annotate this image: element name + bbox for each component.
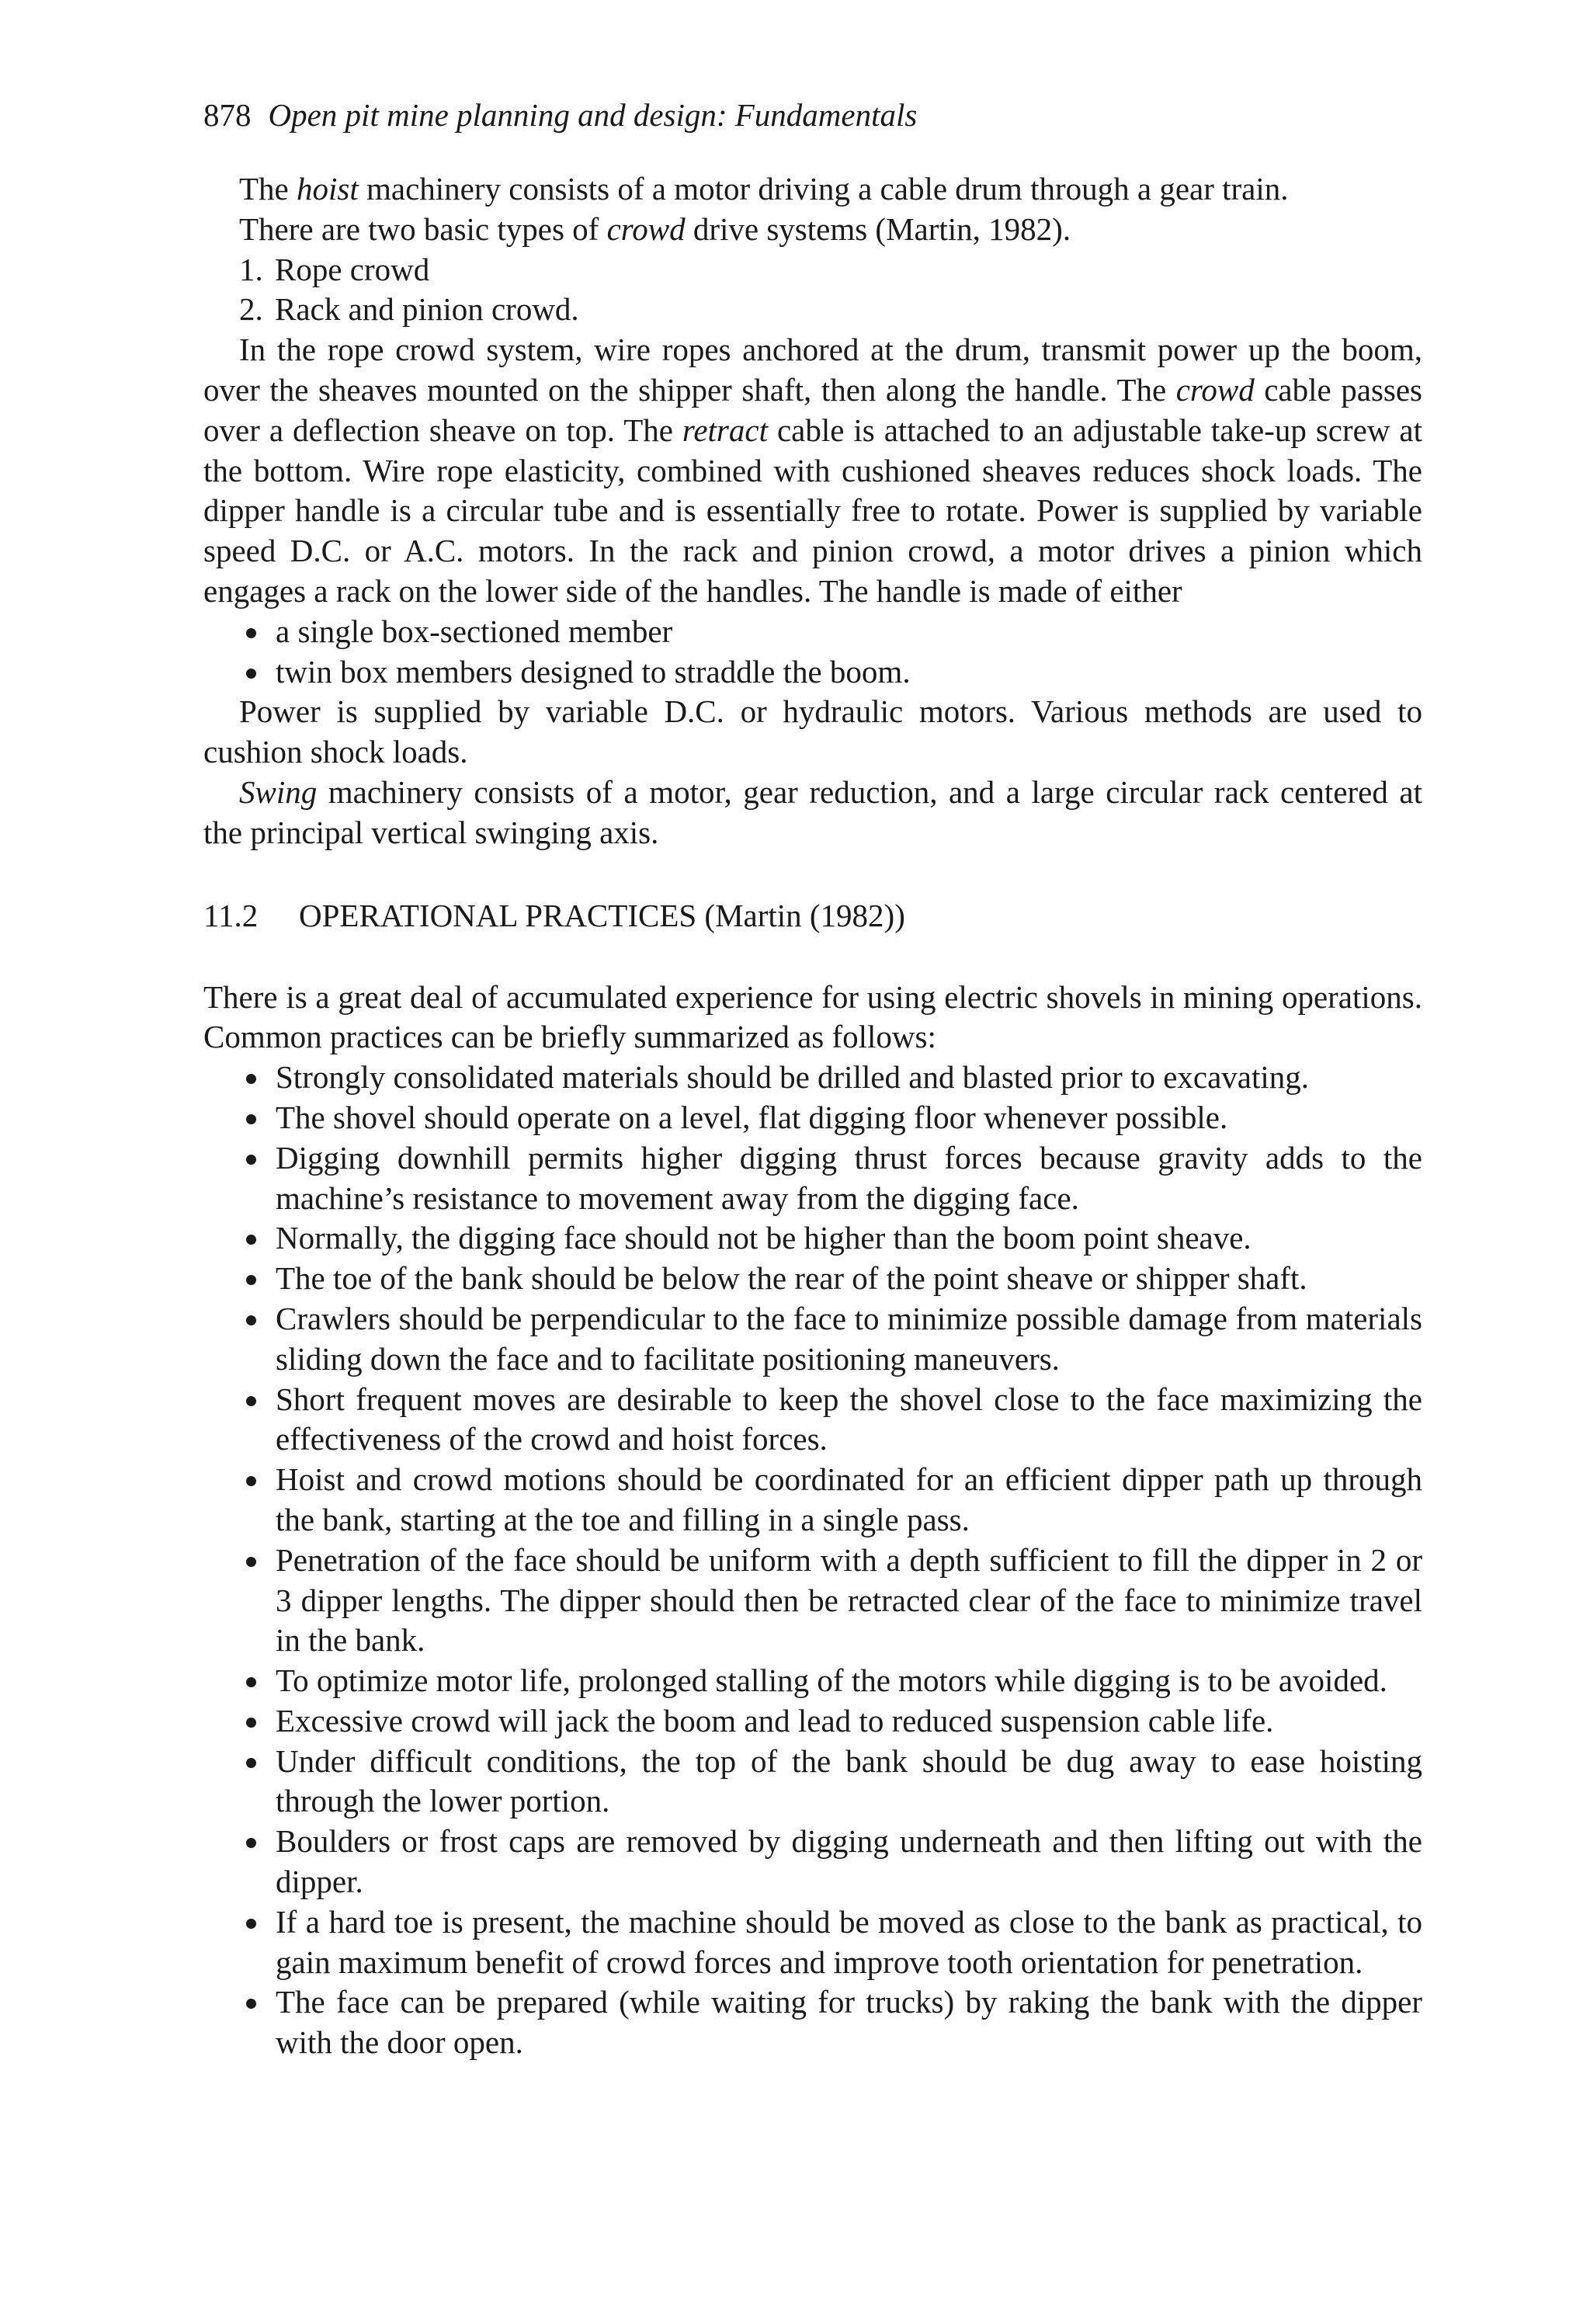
list-item-text: Rack and pinion crowd. — [275, 291, 579, 328]
swing-text: machinery consists of a motor, gear reduction, and a large circular rack centered at the principal vertical swinging axis. — [203, 773, 1422, 850]
hoist-text-post: machinery consists of a motor driving a cable drum through a gear train. — [358, 171, 1289, 207]
list-number: 2. — [239, 291, 263, 328]
bullet-item: Under difficult conditions, the top of the bank should be dug away to ease hoisting through the lower portion. — [203, 1742, 1422, 1822]
running-head — [203, 92, 917, 138]
bullet-item: Hoist and crowd motions should be coordinated for an efficient dipper path up through the bank, starting at the toe and filling in a single pass. — [203, 1460, 1422, 1541]
bullet-item: Excessive crowd will jack the boom and lead to reduced suspension cable life. — [203, 1701, 1422, 1742]
list-item — [203, 290, 1422, 330]
list-number: 1. — [239, 251, 263, 287]
body-text — [203, 169, 1422, 2063]
section-heading — [203, 895, 1422, 936]
bullet-item: Strongly consolidated materials should be drilled and blasted prior to excavating. — [203, 1058, 1422, 1098]
rope-crowd-paragraph — [203, 330, 1422, 612]
crowd-types-paragraph — [203, 210, 1422, 250]
crowd-types-term: crowd — [606, 210, 686, 247]
bullet-item: twin box members designed to straddle the boom. — [203, 652, 1422, 693]
list-item-text: Rope crowd — [275, 251, 430, 287]
rope-crowd-text-mid: cable passes over a deflection sheave on top. The — [203, 371, 1423, 448]
power-paragraph: Power is supplied by variable D.C. or hydraulic motors. Various methods are used to cushion shock loads. — [203, 693, 1422, 770]
rope-crowd-text-post: cable is attached to an adjustable take-up screw at the bottom. Wire rope elasticity, combined with cushioned sheaves reduces shock loads. The dipper handle is a circular tube and is essentially free to rotate. Power is supplied by variable speed D.C. or A.C. motors. In the rack and pinion crowd, a motor drives a pinion which engages a rack on the lower side of the handles. The handle is made of either — [203, 412, 1422, 609]
crowd-types-text-pre: There are two basic types of — [239, 210, 607, 247]
swing-term: Swing — [239, 773, 318, 810]
retract-term: retract — [682, 412, 768, 448]
handle-options-list — [203, 612, 1422, 693]
hoist-term: hoist — [297, 171, 359, 207]
bullet-item: To optimize motor life, prolonged stalling of the motors while digging is to be avoided. — [203, 1661, 1422, 1701]
section-number: 11.2 — [203, 897, 259, 933]
bullet-item: Normally, the digging face should not be higher than the boom point sheave. — [203, 1218, 1422, 1259]
bullet-item: Penetration of the face should be uniform with a depth sufficient to fill the dipper in 2 or 3 dipper lengths. The dipper should then be retracted clear of the face to minimize travel in the bank. — [203, 1541, 1422, 1661]
bullet-item: Digging downhill permits higher digging thrust forces because gravity adds to the machine’s resistance to movement away from the digging face. — [203, 1138, 1422, 1219]
bullet-item: Boulders or frost caps are removed by digging underneath and then lifting out with the dipper. — [203, 1822, 1422, 1902]
list-item — [203, 250, 1422, 290]
practices-list — [203, 1058, 1422, 2063]
rope-crowd-text-pre: In the rope crowd system, wire ropes anchored at the drum, transmit power up the boom, over the sheaves mounted on the shipper shaft, then along the handle. The — [203, 332, 1422, 408]
section-intro-paragraph: There is a great deal of accumulated experience for using electric shovels in mining operations. Common practices can be briefly summarized as follows: — [203, 978, 1422, 1055]
bullet-item: Crawlers should be perpendicular to the face to minimize possible damage from materials sliding down the face and to facilitate positioning maneuvers. — [203, 1299, 1422, 1380]
crowd-types-text-post: drive systems (Martin, 1982). — [685, 210, 1071, 247]
swing-paragraph — [203, 773, 1422, 853]
book-title: Open pit mine planning and design: Fundamentals — [268, 97, 918, 133]
bullet-item: The face can be prepared (while waiting for trucks) by raking the bank with the dipper with the door open. — [203, 1982, 1422, 2063]
bullet-item: The toe of the bank should be below the rear of the point sheave or shipper shaft. — [203, 1259, 1422, 1299]
bullet-item: If a hard toe is present, the machine should be moved as close to the bank as practical, to gain maximum benefit of crowd forces and improve tooth orientation for penetration. — [203, 1902, 1422, 1983]
hoist-text-pre: The — [239, 171, 297, 207]
crowd-term: crowd — [1175, 371, 1255, 408]
hoist-paragraph — [203, 169, 1422, 210]
crowd-type-list — [203, 250, 1422, 331]
bullet-item: The shovel should operate on a level, flat digging floor whenever possible. — [203, 1098, 1422, 1138]
section-title: OPERATIONAL PRACTICES (Martin (1982)) — [299, 897, 905, 933]
bullet-item: a single box-sectioned member — [203, 612, 1422, 652]
bullet-item: Short frequent moves are desirable to keep the shovel close to the face maximizing the effectiveness of the crowd and hoist forces. — [203, 1380, 1422, 1461]
page-number: 878 — [203, 97, 252, 133]
